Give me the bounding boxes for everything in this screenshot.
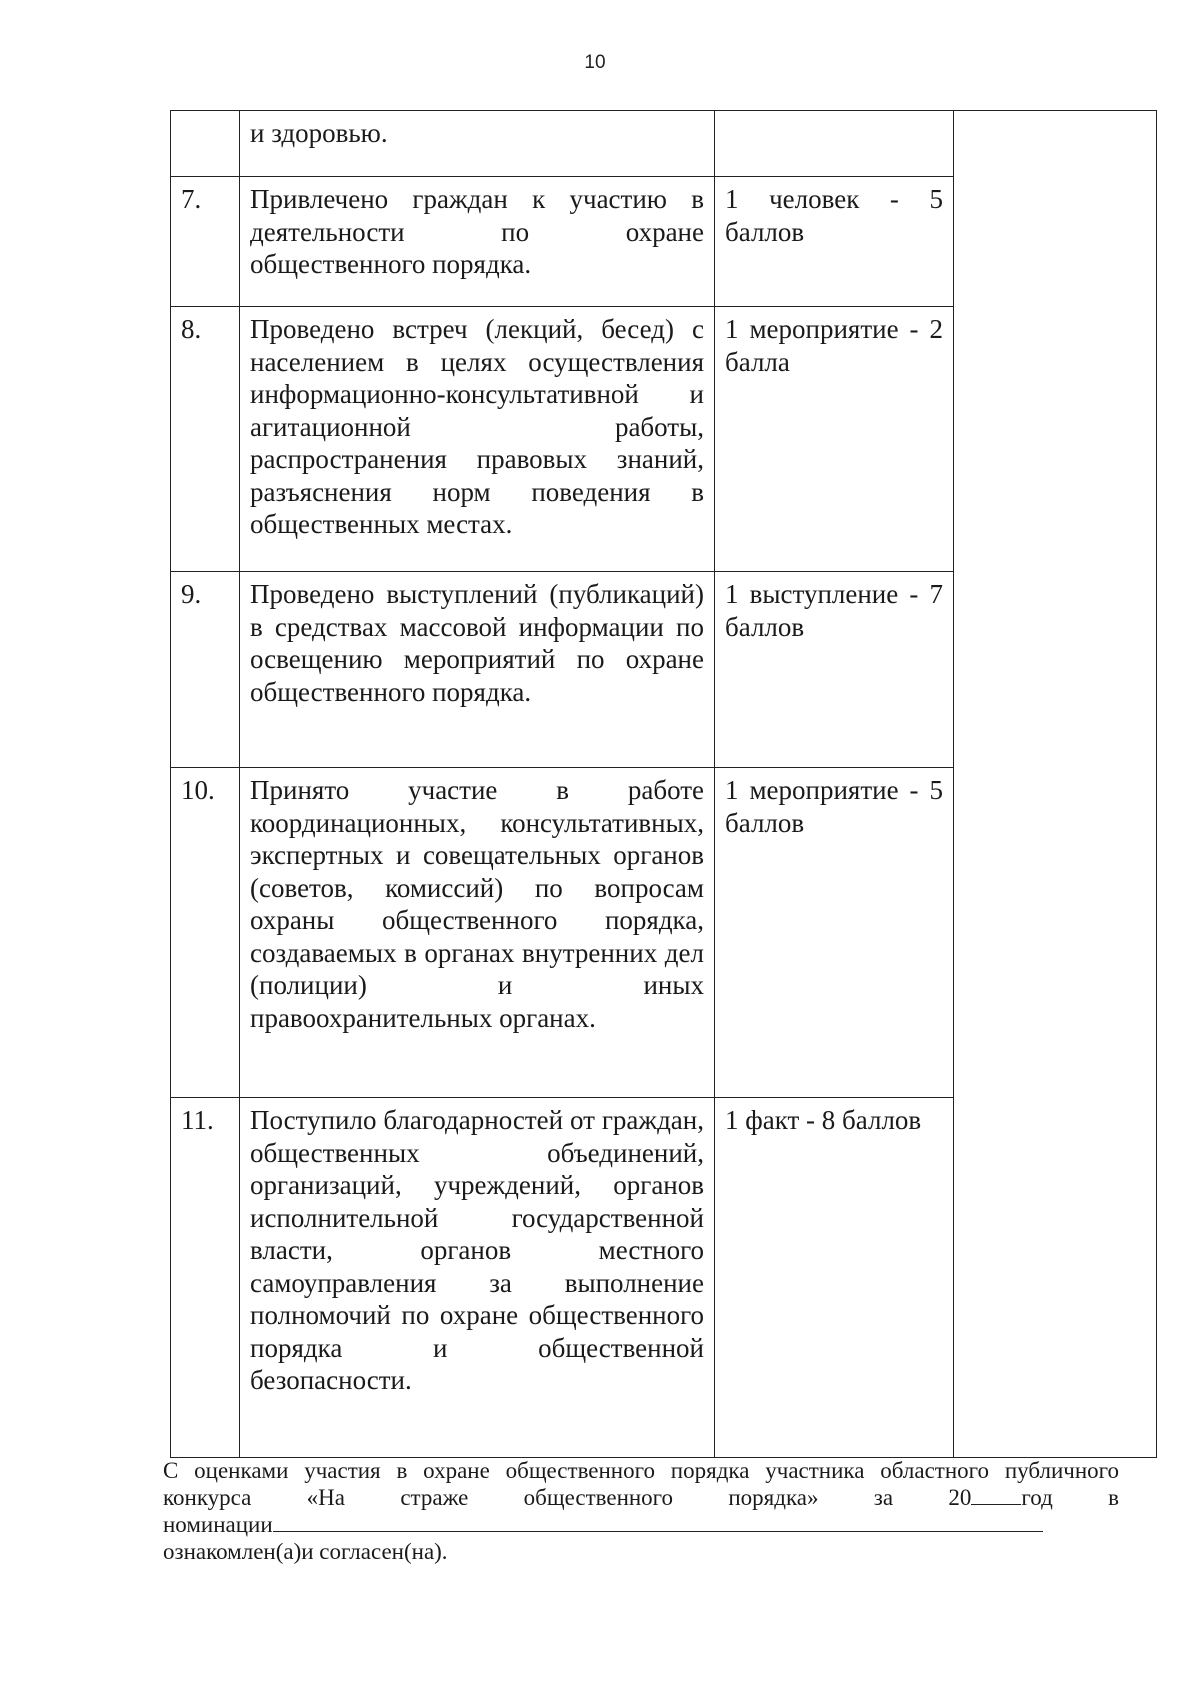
row-score	[715, 111, 954, 177]
row-score: 1 мероприятие - 2 балла	[715, 307, 954, 572]
row-score: 1 выступление - 7 баллов	[715, 572, 954, 768]
row-number: 7.	[171, 177, 240, 307]
row-number: 10.	[171, 768, 240, 1098]
year-blank-field	[971, 1484, 1021, 1505]
acknowledgement-line-1: С оценками участия в охране общественного порядка участника областного публичного	[163, 1458, 1119, 1483]
page-number: 10	[584, 52, 606, 73]
acknowledgement-line-3	[163, 1511, 1119, 1538]
row-criterion: и здоровью.	[240, 111, 715, 177]
year-suffix-text: год в	[1021, 1485, 1119, 1510]
nomination-label: номинации	[163, 1512, 273, 1537]
row-number: 9.	[171, 572, 240, 768]
acknowledgement-text	[163, 1457, 1119, 1565]
row-number: 11.	[171, 1098, 240, 1458]
nomination-blank-field	[273, 1511, 1043, 1532]
row-criterion: Принято участие в работе координационных, консультативных, экспертных и совещательных органов (советов, комиссий) по вопросам охраны общественного порядка, создаваемых в органах внутренних дел (полиции) и иных правоохранительных органах.	[240, 768, 715, 1098]
row-criterion: Привлечено граждан к участию в деятельности по охране общественного порядка.	[240, 177, 715, 307]
row-criterion: Проведено встреч (лекций, бесед) с населением в целях осуществления информационно-консультативной и агитационной работы, распространения правовых знаний, разъяснения норм поведения в общественных местах.	[240, 307, 715, 572]
row-score: 1 человек - 5 баллов	[715, 177, 954, 307]
row-criterion: Проведено выступлений (публикаций) в средствах массовой информации по освещению мероприятий по охране общественного порядка.	[240, 572, 715, 768]
table-row	[171, 111, 1157, 177]
acknowledgement-line-4: ознакомлен(а)и согласен(на).	[163, 1539, 448, 1564]
contest-name-text: конкурса «На страже общественного порядка» за 20	[163, 1485, 972, 1510]
row-score: 1 мероприятие - 5 баллов	[715, 768, 954, 1098]
criteria-table	[170, 110, 1157, 1458]
row-number	[171, 111, 240, 177]
row-score: 1 факт - 8 баллов	[715, 1098, 954, 1458]
row-number: 8.	[171, 307, 240, 572]
row-criterion: Поступило благодарностей от граждан, общественных объединений, организаций, учреждений, органов исполнительной государственной власти, органов местного самоуправления за выполнение полномочий по охране общественного порядка и общественной безопасности.	[240, 1098, 715, 1458]
acknowledgement-line-2	[163, 1484, 1119, 1511]
row-extra-cell	[954, 111, 1157, 1458]
